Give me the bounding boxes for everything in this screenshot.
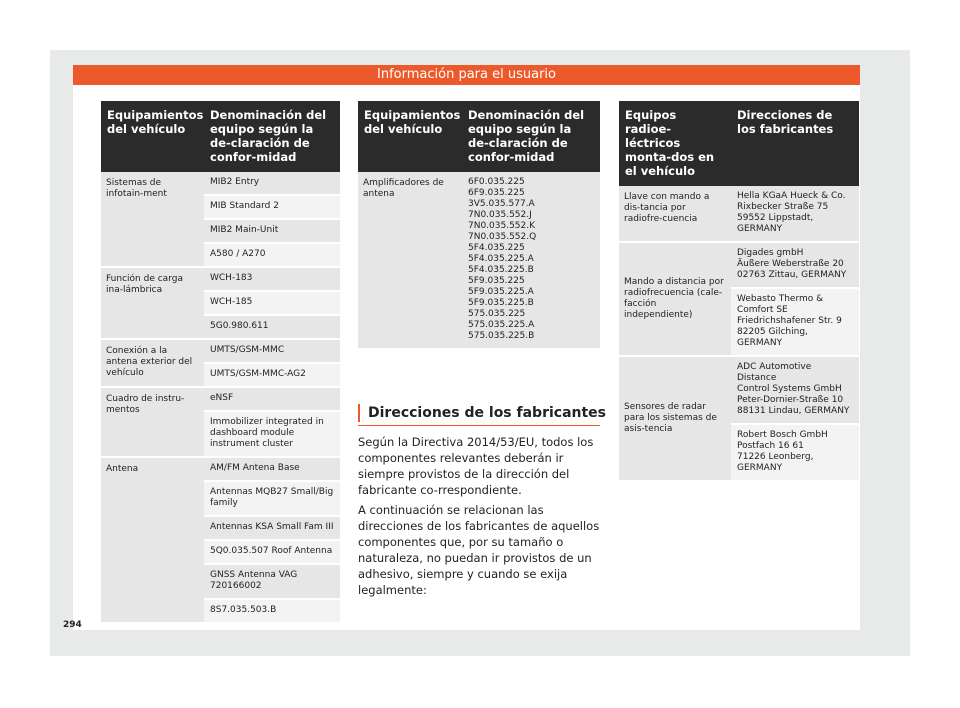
table-row-group (619, 186, 859, 243)
table-cell: GNSS Antenna VAG 720166002 (204, 565, 340, 600)
table-cell: Antennas MQB27 Small/Big family (204, 482, 340, 517)
table-row-group (619, 243, 859, 357)
paragraph: Según la Directiva 2014/53/EU, todos los componentes relevantes deberán ir siempre provistos de la dirección del fabricante co-rrespondiente. (358, 435, 594, 497)
table-cell: Hella KGaA Hueck & Co. Rixbecker Straße 75 59552 Lippstadt, GERMANY (731, 186, 859, 241)
column-header: Denominación del equipo según la de-claración de confor-midad (204, 101, 340, 172)
table-row-group (101, 458, 340, 624)
column-header: Equipamientos del vehículo (358, 101, 462, 172)
section-divider (358, 425, 600, 426)
column-header: Equipos radioe-léctricos monta-dos en el vehículo (619, 101, 731, 186)
table-cell: Digades gmbH Äußere Weberstraße 20 02763 Zittau, GERMANY (731, 243, 859, 289)
table-header-row (358, 101, 600, 172)
table-cell: UMTS/GSM-MMC-AG2 (204, 364, 340, 386)
paragraph: A continuación se relacionan las direcciones de los fabricantes de aquellos componentes que, por su tamaño o naturaleza, no puedan ir provistos de un adhesivo, siempre y cuando se exija legalmente: (358, 503, 600, 597)
row-label: Sensores de radar para los sistemas de asis-tencia (619, 357, 731, 480)
row-label: Conexión a la antena exterior del vehículo (101, 340, 204, 386)
row-label: Función de carga ina-lámbrica (101, 268, 204, 338)
table-row-group (101, 340, 340, 388)
table-cell: AM/FM Antena Base (204, 458, 340, 482)
table-cell: Antennas KSA Small Fam III (204, 517, 340, 541)
table-cell: 6F0.035.225 6F9.035.225 3V5.035.577.A 7N0.035.552.J 7N0.035.552.K 7N0.035.552.Q 5F4.035.225 5F4.035.225.A 5F4.035.225.B 5F9.035.225 5F9.035.225.A 5F9.035.225.B 575.035.225 575.035.225.A 575.035.225.B (462, 172, 600, 348)
table-cell: Robert Bosch GmbH Postfach 16 61 71226 Leonberg, GERMANY (731, 425, 859, 480)
section-title: Direcciones de los fabricantes (358, 404, 610, 422)
table-header-row (101, 101, 340, 172)
row-label: Llave con mando a dis-tancia por radiofre-cuencia (619, 186, 731, 241)
row-label: Cuadro de instru-mentos (101, 388, 204, 456)
table-cell: Immobilizer integrated in dashboard module instrument cluster (204, 412, 340, 456)
table-cell: A580 / A270 (204, 244, 340, 266)
section-body (358, 434, 603, 602)
row-label: Amplificadores de antena (358, 172, 462, 348)
column-header: Denominación del equipo según la de-claración de confor-midad (462, 101, 600, 172)
row-label: Mando a distancia por radiofrecuencia (cale-facción independiente) (619, 243, 731, 355)
table-cell: MIB2 Entry (204, 172, 340, 196)
table-cell: 5Q0.035.507 Roof Antenna (204, 541, 340, 565)
table-cell: ADC Automotive Distance Control Systems GmbH Peter-Dornier-Straße 10 88131 Lindau, GERMANY (731, 357, 859, 425)
row-label: Sistemas de infotain-ment (101, 172, 204, 266)
table-row-group (358, 172, 600, 350)
table-header-row (619, 101, 859, 186)
table-cell: MIB2 Main-Unit (204, 220, 340, 244)
table-cell: WCH-185 (204, 292, 340, 316)
table-cell: WCH-183 (204, 268, 340, 292)
table-row-group (101, 388, 340, 458)
table-antenna-amplifiers (358, 101, 600, 350)
table-vehicle-equipment (101, 101, 340, 624)
table-row-group (101, 268, 340, 340)
table-row-group (101, 172, 340, 268)
column-header: Equipamientos del vehículo (101, 101, 204, 172)
column-header: Direcciones de los fabricantes (731, 101, 859, 186)
page-number: 294 (63, 620, 82, 630)
table-cell: eNSF (204, 388, 340, 412)
table-cell: MIB Standard 2 (204, 196, 340, 220)
table-row-group (619, 357, 859, 482)
table-cell: 8S7.035.503.B (204, 600, 340, 622)
table-cell: UMTS/GSM-MMC (204, 340, 340, 364)
page-header: Información para el usuario (73, 65, 860, 85)
row-label: Antena (101, 458, 204, 622)
table-cell: Webasto Thermo & Comfort SE Friedrichshafener Str. 9 82205 Gilching, GERMANY (731, 289, 859, 355)
table-cell: 5G0.980.611 (204, 316, 340, 338)
table-manufacturer-addresses (619, 101, 859, 482)
